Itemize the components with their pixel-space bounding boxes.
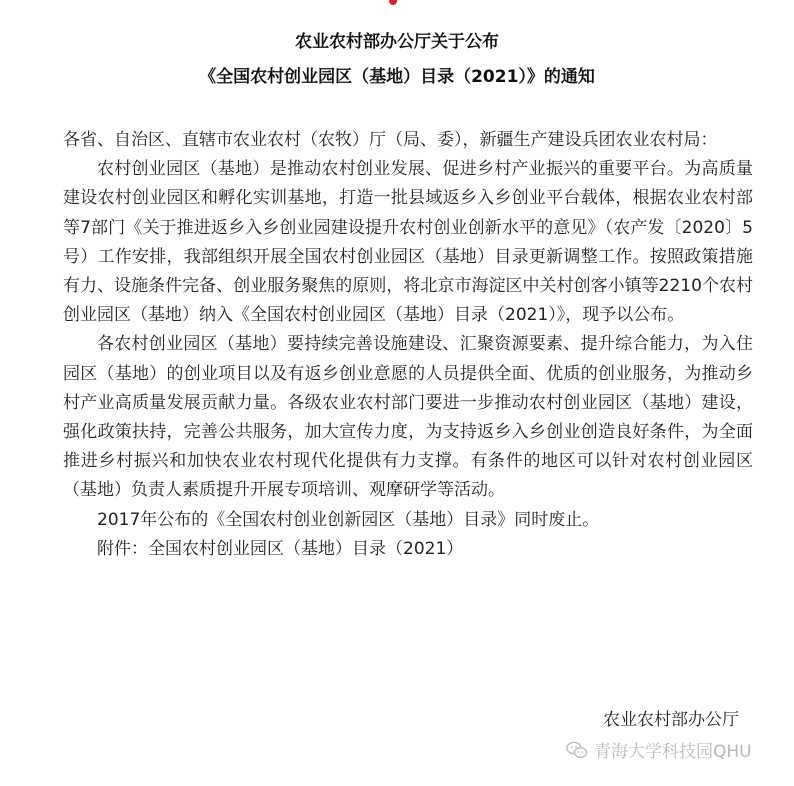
attachment-line: 附件：全国农村创业园区（基地）目录（2021） xyxy=(97,538,464,559)
red-header-mark xyxy=(389,0,397,5)
document-title-line-1: 农业农村部办公厅关于公布 xyxy=(295,32,499,52)
addressee: 各省、自治区、直辖市农业农村（农牧）厅（局、委），新疆生产建设兵团农业农村局： xyxy=(63,130,718,150)
wechat-icon xyxy=(566,741,588,759)
document-title-line-2: 《全国农村创业园区（基地）目录（2021）》的通知 xyxy=(199,67,595,87)
paragraph-3: 2017年公布的《全国农村创业创新园区（基地）目录》同时废止。 xyxy=(97,509,600,530)
document-body xyxy=(63,126,753,564)
watermark-text: 青海大学科技园QHU xyxy=(594,742,752,762)
signature: 农业农村部办公厅 xyxy=(603,710,739,730)
paragraph-1: 农村创业园区（基地）是推动农村创业发展、促进乡村产业振兴的重要平台。为高质量建设农村创业园区和孵化实训基地，打造一批县域返乡入乡创业平台载体，根据农业农村部等7部门《关于推进返乡入乡创业园建设提升农村创业创新水平的意见》（农产发〔2020〕5号）工作安排，我部组织开展全国农村创业园区（基地）目录更新调整工作。按照政策措施有力、设施条件完备、创业服务聚焦的原则，将北京市海淀区中关村创客小镇等2210个农村创业园区（基地）纳入《全国农村创业园区（基地）目录（2021）》，现予以公布。 xyxy=(63,159,753,326)
paragraph-2: 各农村创业园区（基地）要持续完善设施建设、汇聚资源要素、提升综合能力，为入住园区（基地）的创业项目以及有返乡创业意愿的人员提供全面、优质的创业服务，为推动乡村产业高质量发展贡献力量。各级农业农村部门要进一步推动农村创业园区（基地）建设，强化政策扶持，完善公共服务，加大宣传力度，为支持返乡入乡创业创造良好条件，为全面推进乡村振兴和加快农业农村现代化提供有力支撑。有条件的地区可以针对农村创业园区（基地）负责人素质提升开展专项培训、观摩研学等活动。 xyxy=(63,334,753,501)
watermark xyxy=(566,737,752,762)
